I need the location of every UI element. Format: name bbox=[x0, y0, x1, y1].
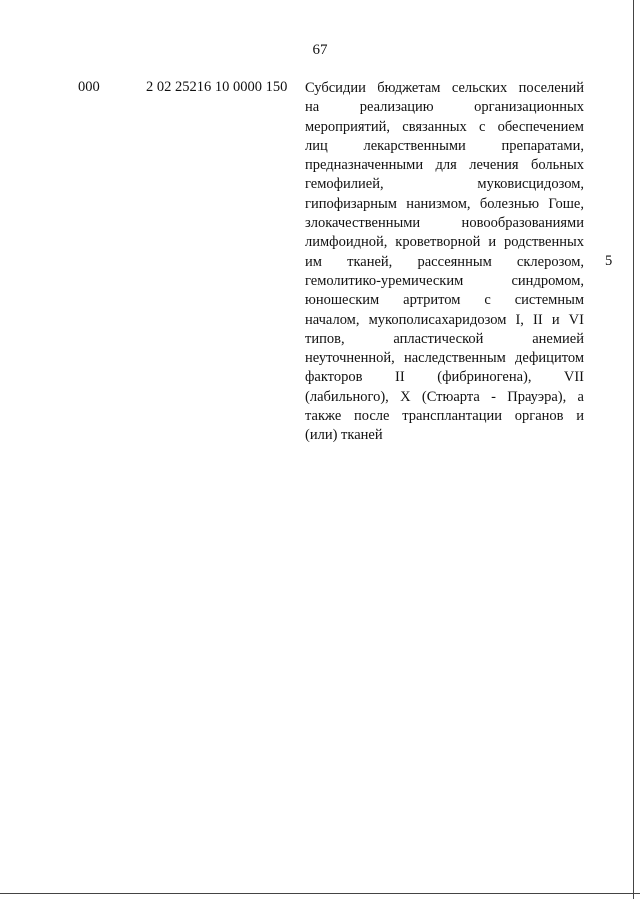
description-line: юношеским артритом с системным bbox=[305, 292, 584, 309]
description-line: мероприятий, связанных с обеспечением bbox=[305, 118, 584, 135]
description-line: предназначенными для лечения больных bbox=[305, 157, 584, 174]
admin-code: 000 bbox=[78, 79, 100, 95]
description-line: гемолитико-уремическим синдромом, bbox=[305, 272, 584, 289]
budget-classification-code: 2 02 25216 10 0000 150 bbox=[146, 79, 288, 95]
scan-edge-bottom bbox=[0, 893, 640, 894]
income-description bbox=[305, 79, 584, 446]
description-line: гипофизарным нанизмом, болезнью Гоше, bbox=[305, 195, 584, 212]
description-line: также после трансплантации органов и bbox=[305, 408, 584, 425]
page-number: 67 bbox=[312, 42, 328, 58]
description-line: факторов II (фибриногена), VII bbox=[305, 369, 584, 386]
description-line: им тканей, рассеянным склерозом, bbox=[305, 253, 584, 270]
description-line: (лабильного), X (Стюарта - Прауэра), а bbox=[305, 388, 584, 405]
description-line: началом, мукополисахаридозом I, II и VI bbox=[305, 311, 584, 328]
scan-edge-right bbox=[633, 0, 634, 899]
description-line: Субсидии бюджетам сельских поселений bbox=[305, 80, 584, 96]
amount: 5 bbox=[605, 253, 613, 269]
description-line: злокачественными новообразованиями bbox=[305, 215, 584, 232]
description-line: лиц лекарственными препаратами, bbox=[305, 137, 584, 154]
description-line: (или) тканей bbox=[305, 427, 383, 444]
description-line: гемофилией, муковисцидозом, bbox=[305, 176, 584, 193]
description-line: лимфоидной, кроветворной и родственных bbox=[305, 234, 584, 251]
description-line: типов, апластической анемией bbox=[305, 330, 584, 347]
description-line: на реализацию организационных bbox=[305, 99, 584, 116]
description-line: неуточненной, наследственным дефицитом bbox=[305, 350, 584, 367]
